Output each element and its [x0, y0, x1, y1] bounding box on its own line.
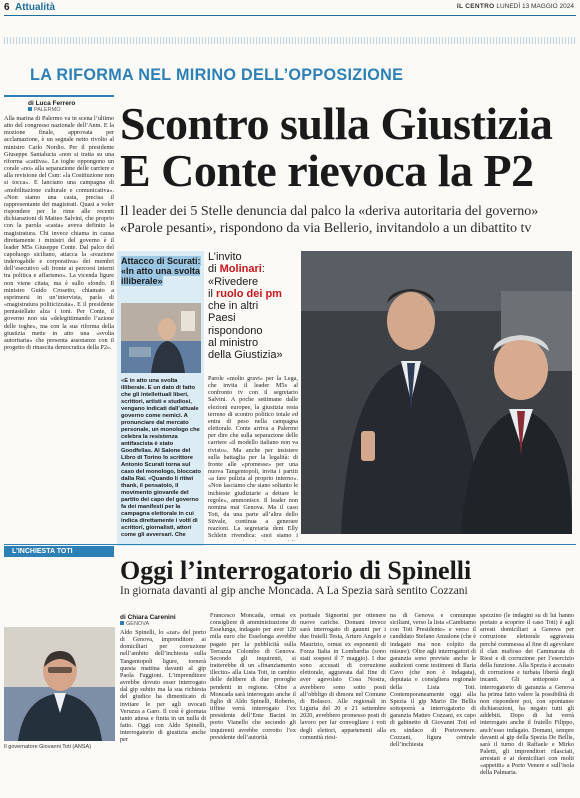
quote-line-3: «Rivedere — [208, 275, 259, 288]
article2-column-4: na di Genova e comunque siciliani, verso la lista «Cambiamo con Toti Presidente» e verso il candidato Stefano Anzalone (che è indagato ma non colpito da misure). Oltre agli interrogatori di garanzia sono previste anche le audizioni come testimoni di Ilaria Cavo (che non è indagata), deputata e consigliera regionale della Lista Toti. Contemporaneamente oggi alla Spezia il gip Mario De Bellis sottoporrà a interrogatorio di garanzia Matteo Cozzani, ex capo di gabinetto di Giovanni Toti ed ex sindaco di Portovenere. Cozzani, figura centrale dell’inchiesta — [390, 612, 476, 748]
section2-rule — [4, 544, 576, 545]
newspaper-name: IL CENTRO — [456, 3, 495, 10]
article2-column-2: Francesco Moncada, ormai ex consigliere di amministrazione di Esselunga, indagato per aver 120 mila euro che Esselunga avrebbe pagato per la pubblicità sulla Terrazza Colombo di Genova. Secondo gli inquirenti, si tratterebbe di un «finanziamento illecito» alla Lista Toti, in cambio delle delibere di due proroghe pendenti in regione. Oltre a Moncada sarà interrogato anche il figlio di Aldo Spinelli, Roberto, tiffine verrà interrogato l’ex presidente dell’Ente Bacini in porto Vianello che secondo gli inquirenti avrebbe corrotto l’ex presidente dell’autorità — [210, 612, 296, 741]
sidebar-title-highlight: «In atto una svolta illiberale» — [121, 266, 201, 286]
page-number: 6 — [4, 2, 10, 13]
main-photo-art — [301, 251, 572, 534]
article1-place-text: PALERMO — [34, 107, 61, 113]
header-rule — [4, 15, 576, 16]
quote-line-5: che in altri — [208, 300, 259, 313]
issue-date: LUNEDÌ 13 MAGGIO 2024 — [496, 3, 574, 10]
quote-line-7: rispondono — [208, 324, 263, 337]
article2-place-text: GENOVA — [126, 621, 150, 627]
toti-caption: Il governatore Giovanni Toti (ANSA) — [4, 744, 92, 750]
sidebar-title — [121, 256, 201, 286]
quote-line-1: L’invito — [208, 251, 242, 263]
quote-line-2 — [208, 263, 288, 275]
headline-line-1: Scontro sulla Giustizia — [120, 98, 553, 149]
pull-quote — [208, 251, 288, 362]
article2-deck: In giornata davanti al gip anche Moncada. A La Spezia sarà sentito Cozzani — [120, 585, 468, 597]
article2-column-5: spezzino (le indagini su di lui hanno portato a scoprire il caso Toti) è agli arresti domiciliari a Genova per corruzione elettorale aggravata perché commessa al fine di agevolare il clan mafioso dei Cammarata di Riesi e di corruzione per l’esercizio della funzione. Alla Spezia è accusato di corruzione e turbata libertà degli incanti. Gli sottoposto a interrogatorio di garanzia a Genova ha prima fatto valere la possibilità di non rispondere poi, con spontanee dichiarazioni, ha negato tutti gli addebiti. Dopo di lui verrà interrogato anche il fratello Filippo, anch’esso indagato. Domani, sempre davanti al gip della Spezia De Bellis, sarà il turno di Raffaele e Mirko Paletti, gli imprenditori rilasciati, arrestati e ai domiciliari con molti «appetiti» a Porto Venere e sull’isola della Palmaria. — [480, 612, 574, 777]
place-marker-icon — [120, 621, 124, 625]
quote-name-highlight: Molinari — [219, 263, 262, 276]
scurati-photo-art — [121, 303, 201, 373]
section-name: Attualità — [15, 2, 55, 13]
article2-column-3: portuale Signorini per ottenere nuove cariche. Domani invece sarà interrogato di gaunni per i due fratelli Testa, Arturo Angelo e Maurizio, ormai ex esponenti di Forza Italia in Lombardia (sono stati sospesi il 7 maggio). I due sono accusati di corruzione elettorale, aggravata dal fine di aver agevolato Cosa Nostra, avrebbero sono sotto posti all’obbligo di dimora nel Comune di Bolasco. Alle regionali in Liguria del 20 e 21 settembre 2020, avrebbero promesso posti di lavoro per far convogliare i voti degli elettori, appartenenti alla comunità riesi- — [300, 612, 386, 741]
article1-column-1: Alla marina di Palermo va in scena l’ultimo atto del congresso nazionale dell’Anm. E la mozione finale, approvata per acclamazione, è un segnale netto rivolto al ministro Carlo Nordio. Per il presidente Giuseppe Santalucia «non si tratta su una riforma «cattiva». Le toghe oppongono un corale «no» alla separazione delle carriere e alla revisione del Csm: «la Costituzione non si tocca». E lanciano una campagna di «mobilitazione culturale e comunicativa». «Non siamo una casta, precisa il rappresentante dei magistrati. Quasi a voler rispondere per le rime alle recenti dichiarazioni di Matteo Salvini, che proprio con la parola «casta» aveva definito la magistratura. Chi invece chiama in causa direttamente i ministri del governo è il leader M5s Giuseppe Conte. Dal palco del capoluogo siciliano, attacca la «reazione inderogabile e corporativa» dei membri dell’esecutivo «di fronte ai percorsi interni tra politica e affarismo». La vicenda ligure non viene citata, ma è sullo sfondo. Il ministro Guido Crosetto, chiamato a esprimersi in un’intervista, parla di «magistratura politicizzata». E il presidente pentastellato alza i toni. Per Conte, il governo non sta «delegittimando l’azione delle toghe», ma con la sua riforma della giustizia mette in atto una «svolta autoritaria» che presenta assonanze con il progetto di rinascita democratica della P2». — [4, 115, 114, 351]
header-stripe — [4, 37, 576, 44]
article1-place — [28, 107, 61, 113]
accent-bar — [4, 95, 114, 97]
main-photo — [301, 251, 572, 534]
toti-photo-art — [4, 627, 115, 741]
quote-pm-highlight: ruolo dei pm — [215, 287, 282, 300]
section2-tag: L’INCHIESTA TOTI — [4, 546, 114, 557]
article2-headline: Oggi l’interrogatorio di Spinelli — [120, 556, 472, 585]
quote-line-6: Paesi — [208, 312, 236, 325]
sidebar-text: «È in atto una svolta illiberale. E un dato di fatto che gli intellettuali liberi, scrittori, artisti e studiosi, vengano indicati dall’attuale governo come nemici. A pronunciare dal mercato personale, un monologo che celebra la resistenza antifascista è stato Goodfellas. Al Salone del Libro di Torino lo scrittore Antonio Scurati torna sul caso del monologo, bloccato dalla Rai. «Quando li ritiwi thank, il pensatoio, il movimento giovanile del partito dei capo del governo fa dei manifesti per la campagna elettorale in cui indica direttamente i volti di scrittori, giornalisti, attori come gli avversari. Che — [121, 378, 201, 538]
sidebar-title-prefix: Attacco di Scurati: — [121, 256, 201, 266]
article2-place — [120, 621, 149, 627]
scurati-photo — [121, 303, 201, 373]
quote-line-8: al ministro — [208, 337, 259, 350]
article1-deck: Il leader dei 5 Stelle denuncia dal palco la «deriva autoritaria del governo» «Parole pesanti», rispondono da via Bellerio, invitandolo a un dibattito tv — [120, 204, 539, 236]
masthead-date — [457, 3, 574, 10]
article1-column-2: Parole «molto gravi» per la Lega, che invita il leader M5s al confronto tv con il segretario Salvini. A poche settimane dalle elezioni europee, la giustizia resta terreno di scontro politico totale ed entra di peso nella campagna elettorale. Conte arriva a Palermo per dire che sulla separazione delle carriere «il modello italiano non va rivisto». Ma anche per insistere sulla battaglia per la legalità: di fronte alle «promesse» per una nuova Tangentopoli, invita i partiti «a fare pulizia al proprio interno». «Non lasciamo che siano soltanto le inchieste giudiziarie a dettare le regole», ammonisce. Il leader non nomina mai Genova. Ma il caso Toti, da una parte all’altra dello Stivale, continua a generare reazioni. La segretaria dem Elly Schlein rivendica: «noi siamo i — [208, 375, 298, 540]
article1-byline: di Luca Ferrero — [28, 100, 76, 107]
place-marker-icon — [28, 107, 32, 111]
toti-photo — [4, 627, 115, 741]
quote-line-4 — [208, 288, 288, 300]
quote-line-2-b: : — [261, 263, 265, 276]
quote-line-2-a: di — [208, 263, 220, 276]
kicker: LA RIFORMA NEL MIRINO DELL’OPPOSIZIONE — [30, 66, 404, 84]
headline-line-2: E Conte rievoca la P2 — [120, 145, 534, 196]
quote-line-4-a: il — [208, 287, 216, 300]
article2-column-1: Aldo Spinelli, lo «zar» del porto di Genova, imprenditore ai domiciliari per corruzione nell’ambito dell’inchiesta sulla Tangentopoli ligure, tornerà questa mattina davanti al gip Paola Faggioni. L’imprenditore avrebbe dovuto esser interrogato dal gip subito ma la sua richiesta del giudice ha dimenticato di invitare le per agli uvocati Veruzza a Garo. Il così è giornata tanto attesa e finita in un nulla di fatto. Oggi con Aldo Spinelli, interrogatorio di giustizia anche per — [120, 629, 206, 744]
quote-line-9: della Giustizia» — [208, 349, 283, 362]
article2-byline: di Chiara Carenini — [120, 614, 176, 621]
